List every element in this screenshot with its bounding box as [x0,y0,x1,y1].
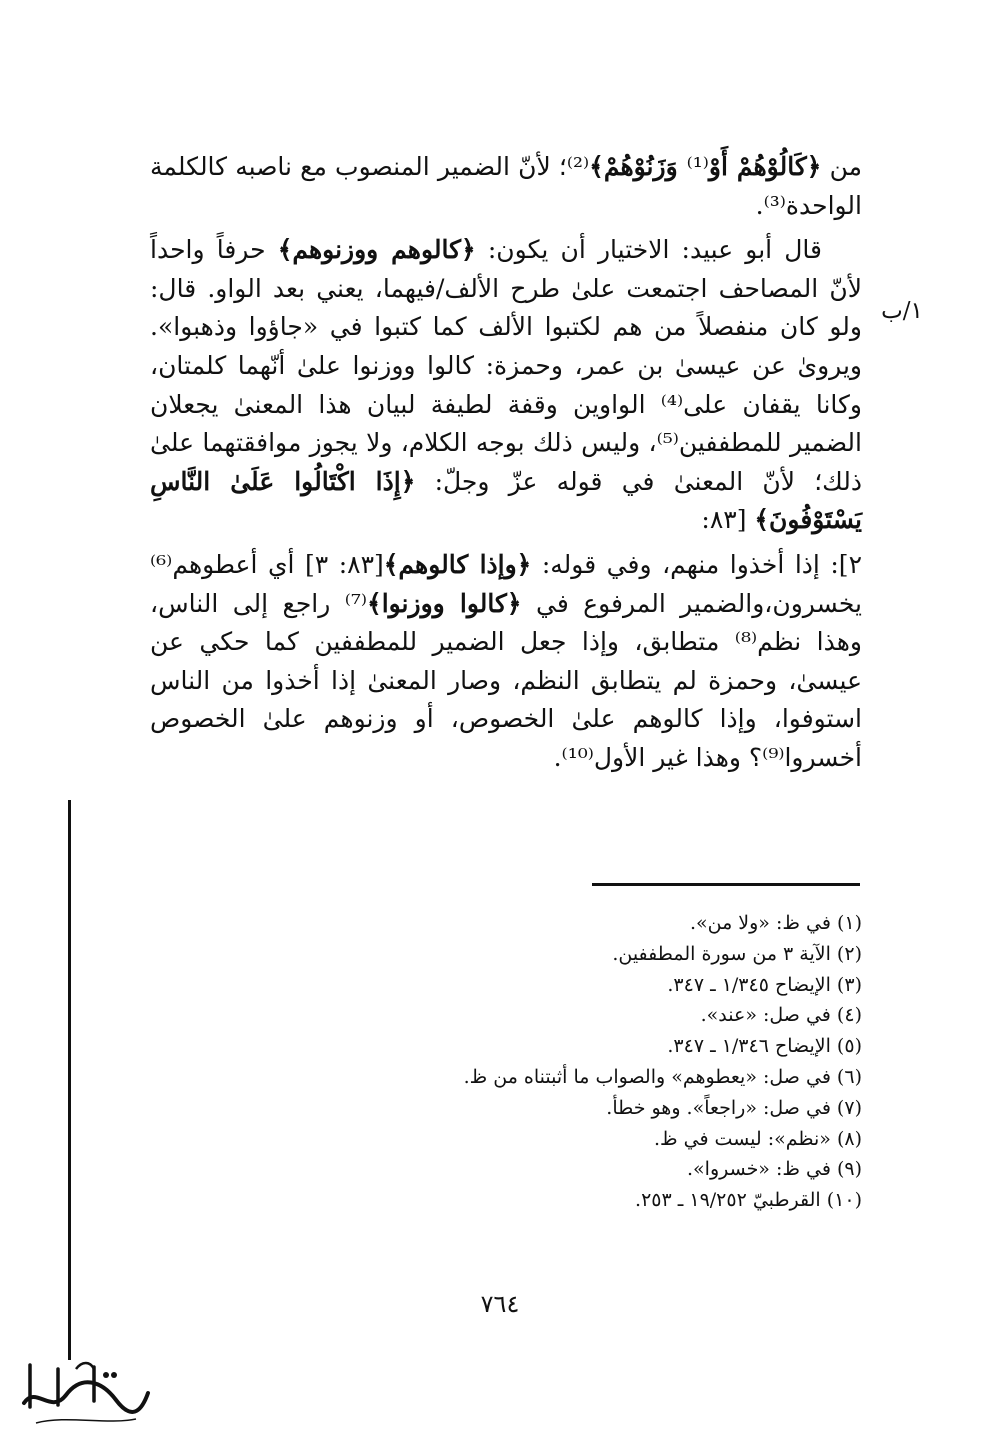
text-run: من [821,152,862,181]
footnote-ref: ⁽⁸⁾ [734,627,758,657]
paragraph-2 [150,231,862,540]
text-run: . [755,190,764,220]
footnote-item: (٦) في صل: «يعطوهم» والصواب ما أثبتناه من ظ. [463,1065,862,1088]
footnote-item: (٢) الآية ٣ من سورة المطففين. [612,942,862,965]
footnote-ref: ⁽⁵⁾ [656,428,679,458]
footnote-ref: ⁽⁴⁾ [660,389,684,419]
quran-quote: وَزَنُوْهُمْ﴾ [589,152,687,181]
quran-quote: ﴿إِذَا اكْتَالُوا عَلَىٰ النَّاسِ يَسْتَوْفُونَ﴾ [150,466,862,535]
text-run: الواوين وقفة لطيفة لبيان هذا المعنىٰ يجعلان الضمير للمطففين [150,389,862,458]
quran-quote: ﴿كَالُوْهُمْ أَوْ [708,152,822,181]
footnote-ref: ⁽⁹⁾ [762,742,785,772]
text-run: . [553,742,562,772]
footnote-item: (١٠) القرطبيّ ١٩/٢٥٢ ـ ٢٥٣. [635,1189,862,1212]
binding-edge-line [68,800,71,1360]
text-run: ؟ وهذا غير الأول [593,742,763,772]
text-run: يخسرون،والضمير المرفوع في [521,588,862,618]
main-text [150,148,862,778]
text-run: متطابق، وإذا جعل الضمير للمطففين كما حكي عن عيسىٰ، وحمزة لم يتطابق النظم، وصار المعنىٰ إذا أخذوا من الناس استوفوا، وإذا كالوهم علىٰ الخصوص، أو وزنوهم علىٰ الخصوص أخسروا [150,627,862,772]
text-run: ، وليس ذلك بوجه الكلام، ولا يجوز موافقتهما علىٰ ذلك؛ لأنّ المعنىٰ في قوله عزّ وجلّ: [150,428,862,496]
footnotes-list [300,908,862,1216]
footnote-ref: ⁽³⁾ [763,190,786,220]
calligraphy-stamp-logo [6,1345,156,1435]
footnote-item: (١) في ظ: «ولا من». [689,912,862,934]
quran-quote: ﴿كالوهم ووزنوهم﴾ [277,235,476,265]
text-run: ؛ لأنّ الضمير المنصوب مع ناصبه كالكلمة الواحدة [150,152,862,220]
quran-quote: ﴿وإذا كالوهم﴾ [383,549,532,579]
paragraph-3 [150,546,862,778]
text-run: [٨٣: ٣] أي أعطوهم [172,549,384,579]
page-number: ٧٦٤ [480,1290,520,1318]
footnote-item: (٩) في ظ: «خسروا». [687,1158,862,1181]
footnote-separator [592,883,860,886]
text-run: [٨٣: [701,505,755,535]
footnote-item: (٤) في صل: «عند». [700,1004,862,1027]
text-run: راجع إلى الناس، وهذا نظم [150,588,862,657]
footnote-ref: ⁽⁶⁾ [150,549,173,579]
text-run: قال أبو عبيد: الاختيار أن يكون: [475,235,822,265]
paragraph-1 [150,148,862,225]
footnote-item: (٣) الإيضاح ١/٣٤٥ ـ ٣٤٧. [667,973,862,996]
text-run: ٢]: إذا أخذوا منهم، وفي قوله: [531,549,862,579]
folio-margin-note: ١/ب [881,298,923,324]
footnote-ref: ⁽²⁾ [566,152,590,181]
footnote-ref: ⁽⁷⁾ [344,588,368,618]
footnote-item: (٨) «نظم»: ليست في ظ. [653,1127,862,1150]
footnote-item: (٥) الإيضاح ١/٣٤٦ ـ ٣٤٧. [667,1035,862,1058]
footnote-ref: ⁽¹⁾ [686,152,709,181]
footnote-item: (٧) في صل: «راجعاً». وهو خطأ. [606,1096,862,1119]
text-run: حرفاً واحداً لأنّ المصاحف اجتمعت علىٰ طرح الألف/فيهما، يعني بعد الواو. قال: ولو كان منفصلاً من هم لكتبوا الألف كما كتبوا في «جاؤوا وذهبوا». ويروىٰ عن عيسىٰ بن عمر، وحمزة: كالوا ووزنوا علىٰ أنّهما كلمتان، وكانا يقفان على [150,235,863,419]
footnote-ref: ⁽¹⁰⁾ [561,742,594,772]
quran-quote: ﴿كالوا ووزنوا﴾ [367,588,522,618]
